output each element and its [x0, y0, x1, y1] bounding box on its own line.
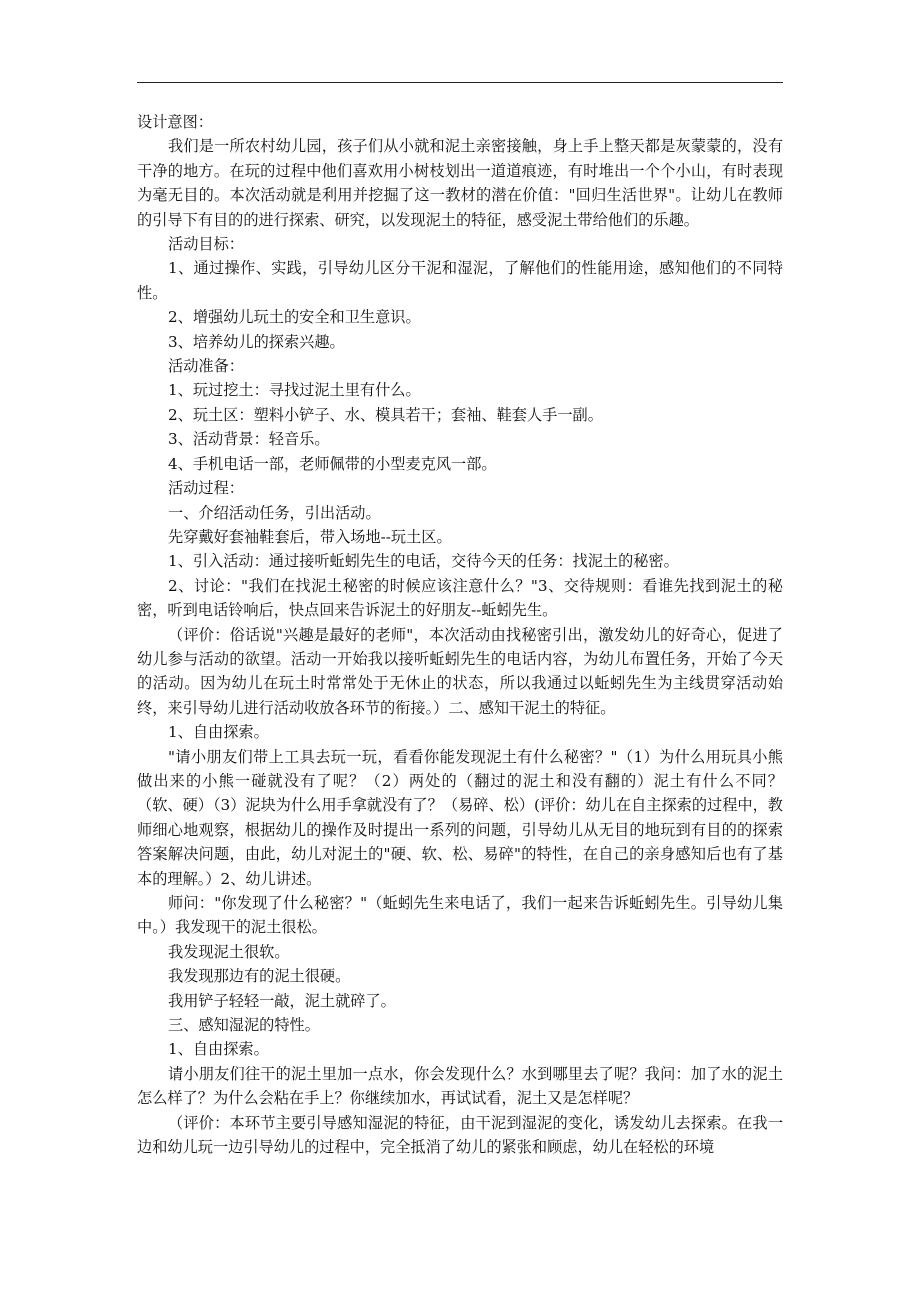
paragraph: （评价：本环节主要引导感知湿泥的特征，由干泥到湿泥的变化，诱发幼儿去探索。在我一边和幼儿玩一边引导幼儿的过程中，完全抵消了幼儿的紧张和顾虑，幼儿在轻松的环境 [137, 1113, 783, 1157]
paragraph: 1、通过操作、实践，引导幼儿区分干泥和湿泥，了解他们的性能用途，感知他们的不同特性。 [137, 259, 783, 302]
paragraph: 我发现泥土很软。 [168, 942, 290, 961]
paragraph: 活动目标： [168, 235, 244, 254]
paragraph: 1、引入活动：通过接听蚯蚓先生的电话，交待今天的任务：找泥土的秘密。 [168, 552, 679, 571]
paragraph: 2、玩土区：塑料小铲子、水、模具若干；套袖、鞋套人手一副。 [168, 405, 603, 424]
paragraph: 三、感知湿泥的特性。 [168, 1016, 320, 1035]
paragraph: 请小朋友们往干的泥土里加一点水，你会发现什么？水到哪里去了呢？我问：加了水的泥土怎么样了？为什么会粘在手上？你继续加水，再试试看，泥土又是怎样呢？ [137, 1064, 783, 1108]
paragraph: 1、玩过挖土：寻找过泥土里有什么。 [168, 381, 421, 400]
header-rule [137, 82, 783, 83]
paragraph: 2、讨论："我们在找泥土秘密的时候应该注意什么？"3、交待规则：看谁先找到泥土的秘密，听到电话铃响后，快点回来告诉泥土的好朋友--蚯蚓先生。 [137, 576, 783, 620]
paragraph: 3、活动背景：轻音乐。 [168, 430, 330, 449]
document-body [137, 110, 783, 1159]
paragraph: 师问："你发现了什么秘密？"（蚯蚓先生来电话了，我们一起来告诉蚯蚓先生。引导幼儿集中。）我发现干的泥土很松。 [137, 894, 783, 937]
paragraph: 活动过程： [168, 479, 244, 498]
paragraph: 1、自由探索。 [168, 1040, 269, 1059]
paragraph: 我用铲子轻轻一敲，泥土就碎了。 [168, 991, 396, 1010]
paragraph: "请小朋友们带上工具去玩一玩，看看你能发现泥土有什么秘密？"（1）为什么用玩具小熊做出来的小熊一碰就没有了呢？（2）两处的（翻过的泥土和没有翻的）泥土有什么不同？（软、硬）（3）泥块为什么用手拿就没有了？（易碎、松）(评价：幼儿在自主探索的过程中，教师细心地观察，根据幼儿的操作及时提出一系列的问题，引导幼儿从无目的地玩到有目的的探索答案解决问题，由此，幼儿对泥土的"硬、软、松、易碎"的特性，在自己的亲身感知后也有了基本的理解。）2、幼儿讲述。 [137, 747, 783, 888]
paragraph: 1、自由探索。 [168, 723, 269, 742]
paragraph: 先穿戴好套袖鞋套后，带入场地--玩土区。 [168, 527, 452, 546]
paragraph: 活动准备： [168, 357, 244, 376]
paragraph: 一、介绍活动任务，引出活动。 [168, 503, 381, 522]
paragraph: 我们是一所农村幼儿园，孩子们从小就和泥土亲密接触，身上手上整天都是灰蒙蒙的，没有干净的地方。在玩的过程中他们喜欢用小树枝划出一道道痕迹，有时堆出一个个小山，有时表现为毫无目的。本次活动就是利用并挖掘了这一教材的潜在价值："回归生活世界"。让幼儿在教师的引导下有目的的进行探索、研究，以发现泥土的特征，感受泥土带给他们的乐趣。 [137, 137, 783, 229]
paragraph: 设计意图： [137, 113, 213, 131]
paragraph: 3、培养幼儿的探索兴趣。 [168, 332, 345, 351]
paragraph: 4、手机电话一部，老师佩带的小型麦克风一部。 [168, 454, 497, 473]
paragraph: （评价：俗话说"兴趣是最好的老师"，本次活动由找秘密引出，激发幼儿的好奇心，促进了幼儿参与活动的欲望。活动一开始我以接听蚯蚓先生的电话内容，为幼儿布置任务，开始了今天的活动。因为幼儿在玩土时常常处于无休止的状态，所以我通过以蚯蚓先生为主线贯穿活动始终，来引导幼儿进行活动收放各环节的衔接。）二、感知干泥土的特征。 [137, 625, 783, 717]
paragraph: 2、增强幼儿玩土的安全和卫生意识。 [168, 308, 421, 327]
paragraph: 我发现那边有的泥土很硬。 [168, 967, 351, 986]
